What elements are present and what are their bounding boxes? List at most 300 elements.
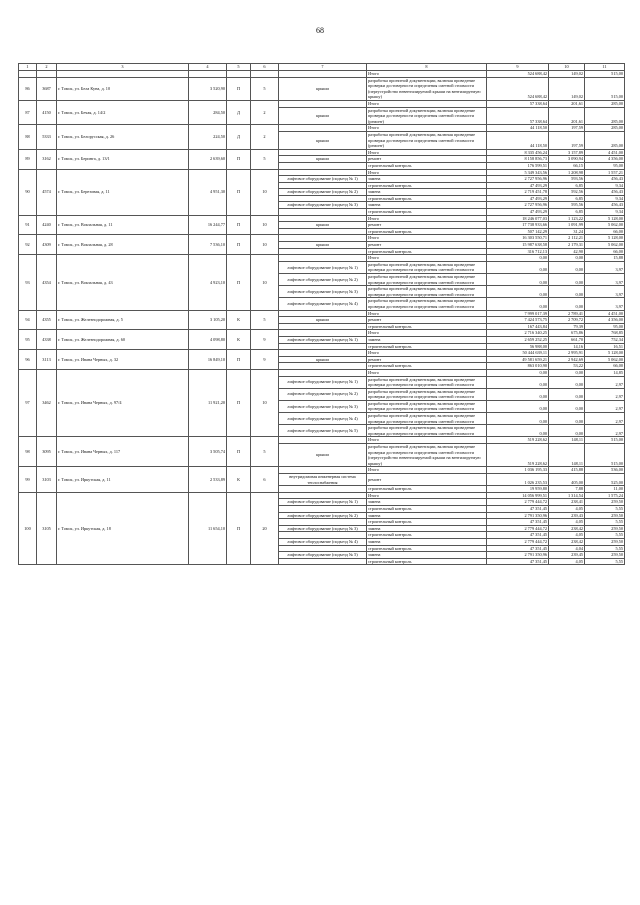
- work-cost: 519 228,62: [487, 444, 549, 467]
- house-code: 5333: [37, 125, 57, 149]
- work-cost: 2 727 956,96: [487, 202, 549, 209]
- house-area: 16 244,77: [189, 215, 227, 235]
- unit-cost: 0,00: [549, 425, 585, 437]
- table-row: [19, 369, 625, 376]
- work-cost: 47 351,45: [487, 519, 549, 526]
- work-element: [279, 532, 367, 539]
- floors: 5: [251, 77, 279, 100]
- work-cost: 15 987 638,58: [487, 242, 549, 249]
- cost-limit: 4 356,00: [585, 156, 625, 163]
- total-cost: 0,00: [487, 369, 549, 376]
- work-cost: 47 493,29: [487, 195, 549, 202]
- unit-cost: 197,59: [549, 131, 585, 149]
- work-cost: 19 959,80: [487, 486, 549, 493]
- house-address: г. Томск, ул. Железнодорожная, д. 5: [57, 310, 189, 330]
- house-code: 4574: [37, 169, 57, 215]
- total-unit-cost: 0,00: [549, 369, 585, 376]
- wall-material: П: [227, 437, 251, 467]
- work-element: [279, 545, 367, 552]
- cost-limit: 5 062,00: [585, 242, 625, 249]
- total-label: Итого: [367, 350, 487, 357]
- work-type: строительный контроль: [367, 343, 487, 350]
- cost-limit: 2,97: [585, 425, 625, 437]
- floors: 6: [251, 467, 279, 492]
- unit-cost: 31,24: [549, 228, 585, 235]
- work-element: [279, 323, 367, 330]
- wall-material: Д: [227, 100, 251, 124]
- unit-cost: 661,70: [549, 336, 585, 343]
- cost-limit: 95,00: [585, 162, 625, 169]
- unit-cost: 238,42: [549, 525, 585, 532]
- cost-limit: 66,00: [585, 228, 625, 235]
- empty-cell: [279, 100, 367, 107]
- cost-limit: 285,00: [585, 131, 625, 149]
- total-label: Итого: [367, 235, 487, 242]
- floors: 9: [251, 330, 279, 350]
- house-area: 3 505,74: [189, 437, 227, 467]
- work-element: лифтовое оборудование (подъезд № 1): [279, 261, 367, 273]
- house-address: г. Томск, ул. Ивана Черных, д. 117: [57, 437, 189, 467]
- total-unit-cost: 1 208,98: [549, 169, 585, 176]
- total-cost: 16 303 550,71: [487, 235, 549, 242]
- row-number: 96: [19, 350, 37, 370]
- header-cell: 3: [57, 64, 189, 71]
- unit-cost: 0,00: [549, 298, 585, 310]
- work-type: строительный контроль: [367, 248, 487, 255]
- house-address: г. Томск, ул. Вокзальная, д. 28: [57, 235, 189, 255]
- work-element: лифтовое оборудование (подъезд № 4): [279, 538, 367, 545]
- table-row: [19, 467, 625, 474]
- header-cell: 8: [367, 64, 487, 71]
- total-cost: 7 999 017,39: [487, 310, 549, 317]
- empty-cell: [279, 350, 367, 357]
- work-cost: 2 791 350,96: [487, 512, 549, 519]
- cost-limit: 9,34: [585, 209, 625, 216]
- work-type: разработка проектной документации, включая проведение проверки достоверности определения сметной стоимости: [367, 388, 487, 400]
- table-row: [19, 330, 625, 337]
- house-address: г. Томск, ул. Иркутская, д. 18: [57, 492, 189, 565]
- empty-cell: [279, 149, 367, 156]
- empty-cell: [279, 330, 367, 337]
- house-area: 11 654,10: [189, 492, 227, 565]
- row-number: 94: [19, 310, 37, 330]
- work-type: строительный контроль: [367, 486, 487, 493]
- work-element: лифтовое оборудование (подъезд № 1): [279, 376, 367, 388]
- cost-limit: 5,55: [585, 532, 625, 539]
- house-address: г. Томск, ул. Ивана Черных, д. 97/4: [57, 369, 189, 437]
- work-type: ремонт: [367, 317, 487, 324]
- work-cost: 2 779 444,72: [487, 525, 549, 532]
- total-limit: 14,85: [585, 369, 625, 376]
- cost-limit: 3,97: [585, 298, 625, 310]
- total-label: Итого: [367, 169, 487, 176]
- row-number: 93: [19, 255, 37, 310]
- work-cost: 1 026 235,53: [487, 474, 549, 486]
- work-cost: 7 424 573,75: [487, 317, 549, 324]
- house-address: г. Томск, ул. Вокзальная, д. 43: [57, 255, 189, 310]
- table-body: [19, 71, 625, 565]
- floors: 2: [251, 125, 279, 149]
- work-cost: 316 712,13: [487, 248, 549, 255]
- total-limit: 4 451,00: [585, 310, 625, 317]
- work-element: [279, 343, 367, 350]
- cost-limit: 5 062,00: [585, 222, 625, 229]
- floors: 5: [251, 310, 279, 330]
- row-number: 95: [19, 330, 37, 350]
- unit-cost: 595,56: [549, 202, 585, 209]
- header-cell: 1: [19, 64, 37, 71]
- house-code: 4338: [37, 330, 57, 350]
- work-cost: 56 988,00: [487, 343, 549, 350]
- wall-material: П: [227, 255, 251, 310]
- house-area: 2 639,60: [189, 149, 227, 169]
- total-label: Итого: [367, 215, 487, 222]
- work-cost: 47 351,45: [487, 532, 549, 539]
- total-unit-cost: 1 314,54: [549, 492, 585, 499]
- total-limit: 768,85: [585, 330, 625, 337]
- carry-total-row: [19, 71, 625, 78]
- empty-cell: [279, 310, 367, 317]
- work-cost: 2 791 350,96: [487, 552, 549, 559]
- cost-limit: 259,50: [585, 552, 625, 559]
- floors: 10: [251, 255, 279, 310]
- wall-material: К: [227, 310, 251, 330]
- total-unit-cost: 1 123,22: [549, 215, 585, 222]
- unit-cost: 4,05: [549, 558, 585, 565]
- unit-cost: 148,11: [549, 444, 585, 467]
- total-label: Итого: [367, 125, 487, 132]
- cost-limit: 5,55: [585, 519, 625, 526]
- house-code: 3687: [37, 77, 57, 100]
- total-limit: 515,00: [585, 71, 625, 78]
- work-type: разработка проектной документации, включая проведение проверки достоверности определения сметной стоимости: [367, 376, 487, 388]
- empty-cell: [279, 169, 367, 176]
- total-limit: 5 128,00: [585, 215, 625, 222]
- work-cost: 47 493,29: [487, 209, 549, 216]
- work-cost: 17 738 933,66: [487, 222, 549, 229]
- unit-cost: 0,00: [549, 274, 585, 286]
- work-type: строительный контроль: [367, 363, 487, 370]
- work-type: строительный контроль: [367, 182, 487, 189]
- total-label: Итого: [367, 369, 487, 376]
- cost-limit: 2,97: [585, 413, 625, 425]
- cost-limit: 259,50: [585, 499, 625, 506]
- house-area: 284,50: [189, 100, 227, 124]
- total-cost: 44 118,50: [487, 125, 549, 132]
- work-type: разработка проектной документации, включая проведение проверки достоверности определения сметной стоимости (ремонт): [367, 107, 487, 125]
- unit-cost: 6,85: [549, 209, 585, 216]
- work-type: разработка проектной документации, включая проведение проверки достоверности определения сметной стоимости: [367, 413, 487, 425]
- work-element: крыши: [279, 242, 367, 249]
- floors: 5: [251, 437, 279, 467]
- unit-cost: 79,39: [549, 323, 585, 330]
- total-cost: 57 338,64: [487, 100, 549, 107]
- row-number: 91: [19, 215, 37, 235]
- header-cell: 6: [251, 64, 279, 71]
- work-type: замена: [367, 538, 487, 545]
- house-area: 224,50: [189, 125, 227, 149]
- work-type: замена: [367, 525, 487, 532]
- unit-cost: 2 709,72: [549, 317, 585, 324]
- total-limit: 1 575,24: [585, 492, 625, 499]
- total-limit: 536,00: [585, 467, 625, 474]
- row-number: 86: [19, 77, 37, 100]
- work-element: лифтовое оборудование (подъезд № 2): [279, 274, 367, 286]
- cost-limit: 456,43: [585, 189, 625, 196]
- work-element: внутридомовая инженерная система теплоснабжения: [279, 474, 367, 486]
- work-element: крыши: [279, 77, 367, 100]
- cost-limit: 3,97: [585, 261, 625, 273]
- floors: 20: [251, 492, 279, 565]
- unit-cost: 66,15: [549, 162, 585, 169]
- work-type: ремонт: [367, 156, 487, 163]
- work-type: замена: [367, 202, 487, 209]
- work-cost: 47 351,45: [487, 505, 549, 512]
- work-type: строительный контроль: [367, 545, 487, 552]
- house-code: 4355: [37, 310, 57, 330]
- total-limit: 285,00: [585, 125, 625, 132]
- work-element: [279, 209, 367, 216]
- total-unit-cost: 0,00: [549, 255, 585, 262]
- total-label: Итого: [367, 437, 487, 444]
- work-type: замена: [367, 499, 487, 506]
- header-cell: 9: [487, 64, 549, 71]
- house-area: 7 536,10: [189, 235, 227, 255]
- cost-limit: 259,50: [585, 512, 625, 519]
- work-element: лифтовое оборудование (подъезд № 2): [279, 512, 367, 519]
- work-cost: 176 599,51: [487, 162, 549, 169]
- table-row: [19, 149, 625, 156]
- work-element: [279, 486, 367, 493]
- unit-cost: 4,05: [549, 505, 585, 512]
- work-type: замена: [367, 552, 487, 559]
- total-unit-cost: 2 112,21: [549, 235, 585, 242]
- cost-limit: 752,34: [585, 336, 625, 343]
- table-row: [19, 215, 625, 222]
- total-label: Итого: [367, 100, 487, 107]
- work-cost: 44 118,50: [487, 131, 549, 149]
- total-limit: 5 128,00: [585, 235, 625, 242]
- floors: 10: [251, 169, 279, 215]
- work-element: лифтовое оборудование (подъезд № 3): [279, 202, 367, 209]
- wall-material: К: [227, 330, 251, 350]
- cost-limit: 456,43: [585, 176, 625, 183]
- work-type: строительный контроль: [367, 209, 487, 216]
- total-label: Итого: [367, 492, 487, 499]
- wall-material: П: [227, 350, 251, 370]
- house-address: г. Томск, ул. Иркутская, д. 11: [57, 467, 189, 492]
- table-row: [19, 255, 625, 262]
- total-unit-cost: 415,88: [549, 467, 585, 474]
- total-cost: 8 335 456,24: [487, 149, 549, 156]
- work-type: строительный контроль: [367, 558, 487, 565]
- cost-limit: 4 356,00: [585, 317, 625, 324]
- work-type: строительный контроль: [367, 519, 487, 526]
- work-cost: 57 338,64: [487, 107, 549, 125]
- work-element: крыши: [279, 317, 367, 324]
- work-type: строительный контроль: [367, 162, 487, 169]
- work-element: лифтовое оборудование (подъезд № 5): [279, 552, 367, 559]
- work-cost: 863 010,90: [487, 363, 549, 370]
- house-address: г. Томск, ул. Железнодорожная, д. 60: [57, 330, 189, 350]
- work-element: крыши: [279, 222, 367, 229]
- total-cost: 524 688,42: [487, 71, 549, 78]
- wall-material: П: [227, 215, 251, 235]
- work-type: ремонт: [367, 474, 487, 486]
- house-code: 3105: [37, 492, 57, 565]
- header-cell: 4: [189, 64, 227, 71]
- work-cost: 167 443,84: [487, 323, 549, 330]
- total-limit: 1 557,21: [585, 169, 625, 176]
- work-element: лифтовое оборудование (подъезд № 5): [279, 425, 367, 437]
- empty-cell: [279, 255, 367, 262]
- total-unit-cost: 201,61: [549, 100, 585, 107]
- work-cost: 0,00: [487, 274, 549, 286]
- total-limit: 5 128,00: [585, 350, 625, 357]
- unit-cost: 6,85: [549, 195, 585, 202]
- work-element: крыши: [279, 356, 367, 363]
- total-label: Итого: [367, 310, 487, 317]
- work-type: разработка проектной документации, включая проведение проверки достоверности определения сметной стоимости: [367, 298, 487, 310]
- house-area: 2 533,89: [189, 467, 227, 492]
- work-cost: 0,00: [487, 286, 549, 298]
- house-address: г. Томск, ул. Белорусская, д. 26: [57, 125, 189, 149]
- house-area: 3 105,20: [189, 310, 227, 330]
- house-area: 4 951,30: [189, 169, 227, 215]
- header-row: [19, 64, 625, 71]
- cost-limit: 515,00: [585, 77, 625, 100]
- table-row: [19, 100, 625, 107]
- floors: 5: [251, 149, 279, 169]
- house-area: 4 098,80: [189, 330, 227, 350]
- empty-cell: [19, 71, 37, 78]
- work-type: разработка проектной документации, включая проведение проверки достоверности определения сметной стоимости (переустройство невентилируемой крыши на вентилируемую крышу): [367, 444, 487, 467]
- unit-cost: 1 091,99: [549, 222, 585, 229]
- header-cell: 10: [549, 64, 585, 71]
- row-number: 88: [19, 125, 37, 149]
- row-number: 87: [19, 100, 37, 124]
- cost-limit: 9,34: [585, 195, 625, 202]
- work-type: ремонт: [367, 356, 487, 363]
- empty-cell: [279, 369, 367, 376]
- unit-cost: 2 179,31: [549, 242, 585, 249]
- work-cost: 0,00: [487, 413, 549, 425]
- unit-cost: 593,56: [549, 176, 585, 183]
- cost-limit: 3,97: [585, 286, 625, 298]
- work-type: ремонт: [367, 222, 487, 229]
- wall-material: К: [227, 467, 251, 492]
- total-cost: 14 056 999,51: [487, 492, 549, 499]
- total-label: Итого: [367, 330, 487, 337]
- total-cost: 1 036 195,33: [487, 467, 549, 474]
- work-cost: 47 351,45: [487, 545, 549, 552]
- floors: 9: [251, 350, 279, 370]
- work-element: лифтовое оборудование (подъезд № 3): [279, 400, 367, 412]
- cost-limit: 285,00: [585, 107, 625, 125]
- cost-limit: 456,43: [585, 202, 625, 209]
- empty-cell: [279, 467, 367, 474]
- work-element: лифтовое оборудование (подъезд № 1): [279, 336, 367, 343]
- total-unit-cost: 148,11: [549, 437, 585, 444]
- total-unit-cost: 2 789,41: [549, 310, 585, 317]
- row-number: 99: [19, 467, 37, 492]
- total-limit: 4 451,00: [585, 149, 625, 156]
- cost-limit: 16,51: [585, 343, 625, 350]
- work-element: [279, 228, 367, 235]
- unit-cost: 0,00: [549, 376, 585, 388]
- table-row: [19, 125, 625, 132]
- work-type: замена: [367, 512, 487, 519]
- wall-material: П: [227, 77, 251, 100]
- work-type: строительный контроль: [367, 532, 487, 539]
- unit-cost: 7,88: [549, 486, 585, 493]
- work-type: строительный контроль: [367, 505, 487, 512]
- work-element: [279, 363, 367, 370]
- wall-material: Д: [227, 125, 251, 149]
- empty-cell: [227, 71, 251, 78]
- house-address: г. Томск, ул. Вокзальная, д. 11: [57, 215, 189, 235]
- work-element: [279, 195, 367, 202]
- house-code: 4150: [37, 100, 57, 124]
- house-code: 3103: [37, 467, 57, 492]
- unit-cost: 53,22: [549, 363, 585, 370]
- work-cost: 0,00: [487, 400, 549, 412]
- total-cost: 18 246 077,03: [487, 215, 549, 222]
- unit-cost: 149,02: [549, 77, 585, 100]
- floors: 2: [251, 100, 279, 124]
- total-unit-cost: 149,02: [549, 71, 585, 78]
- unit-cost: 0,00: [549, 400, 585, 412]
- row-number: 100: [19, 492, 37, 565]
- table-row: [19, 437, 625, 444]
- work-element: лифтовое оборудование (подъезд № 1): [279, 499, 367, 506]
- floors: 10: [251, 215, 279, 235]
- table-row: [19, 77, 625, 100]
- table-row: [19, 235, 625, 242]
- empty-cell: [189, 71, 227, 78]
- row-number: 90: [19, 169, 37, 215]
- header-cell: 7: [279, 64, 367, 71]
- unit-cost: 6,85: [549, 182, 585, 189]
- total-label: Итого: [367, 149, 487, 156]
- house-address: г. Томск, ул. Бечая, д. 14/2: [57, 100, 189, 124]
- work-element: [279, 162, 367, 169]
- cost-limit: 515,00: [585, 444, 625, 467]
- total-label: Итого: [367, 467, 487, 474]
- work-type: строительный контроль: [367, 323, 487, 330]
- house-code: 3095: [37, 437, 57, 467]
- work-cost: 8 158 856,73: [487, 156, 549, 163]
- total-unit-cost: 3 157,89: [549, 149, 585, 156]
- cost-limit: 5 062,00: [585, 356, 625, 363]
- header-cell: 2: [37, 64, 57, 71]
- work-cost: 0,00: [487, 261, 549, 273]
- empty-cell: [279, 71, 367, 78]
- work-cost: 0,00: [487, 388, 549, 400]
- work-element: лифтовое оборудование (подъезд № 3): [279, 286, 367, 298]
- work-element: [279, 558, 367, 565]
- cost-limit: 95,00: [585, 323, 625, 330]
- unit-cost: 4,05: [549, 519, 585, 526]
- row-number: 97: [19, 369, 37, 437]
- cost-limit: 66,00: [585, 363, 625, 370]
- house-code: 3113: [37, 350, 57, 370]
- work-cost: 2 779 444,72: [487, 538, 549, 545]
- work-cost: 49 581 659,21: [487, 356, 549, 363]
- cost-limit: 66,00: [585, 248, 625, 255]
- total-cost: 519 228,62: [487, 437, 549, 444]
- cost-limit: 11,00: [585, 486, 625, 493]
